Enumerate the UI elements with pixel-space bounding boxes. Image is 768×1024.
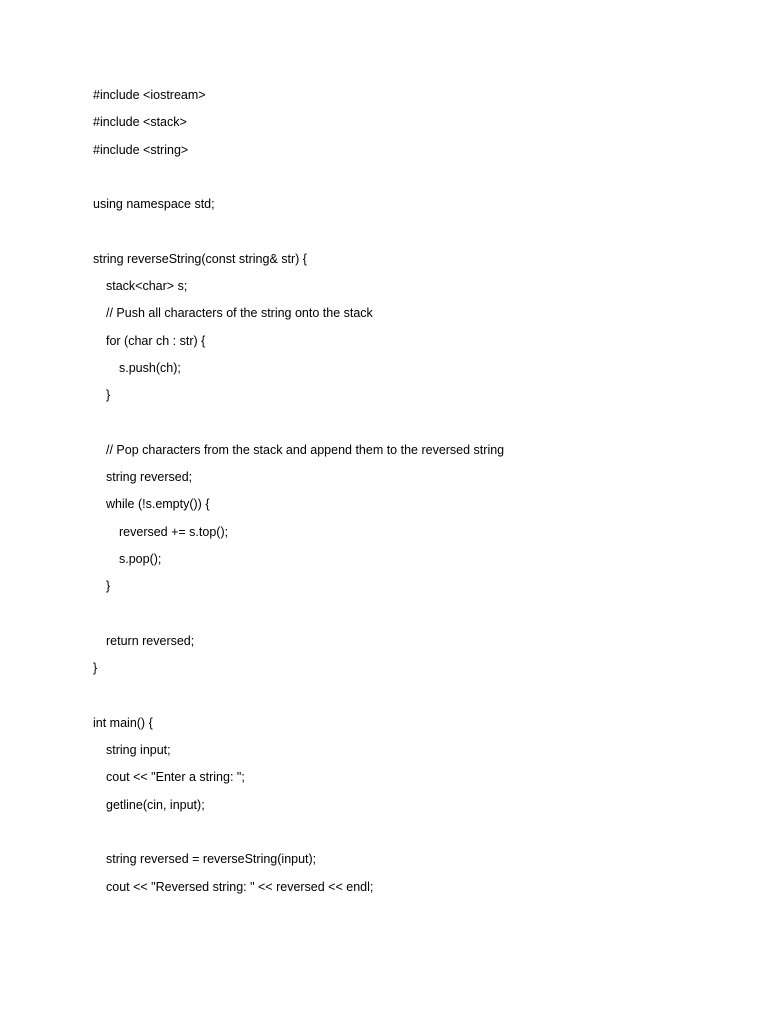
code-line: #include <string> [93, 142, 189, 157]
code-line: // Pop characters from the stack and append them to the reversed string [106, 442, 505, 457]
code-line: stack<char> s; [106, 279, 188, 294]
code-line: string reversed = reverseString(input); [106, 852, 317, 867]
code-line: } [106, 579, 111, 594]
code-line: #include <iostream> [93, 88, 206, 102]
code-line: while (!s.empty()) { [106, 497, 210, 512]
code-line: using namespace std; [93, 197, 215, 212]
blank-line [93, 819, 733, 846]
blank-line [93, 683, 733, 710]
code-line: for (char ch : str) { [106, 333, 206, 348]
blank-line [93, 410, 733, 437]
code-line: string input; [106, 743, 171, 758]
code-line: } [93, 661, 98, 676]
blank-line [93, 601, 733, 628]
code-line: reversed += s.top(); [119, 524, 229, 539]
code-line: string reversed; [106, 470, 193, 485]
code-line: s.pop(); [119, 552, 162, 567]
code-line: cout << "Reversed string: " << reversed << endl; [106, 879, 374, 894]
code-line: string reverseString(const string& str) { [93, 251, 307, 266]
code-listing [93, 82, 733, 901]
code-line: int main() { [93, 715, 153, 730]
code-line: #include <stack> [93, 115, 187, 130]
code-line: } [106, 388, 111, 403]
code-line: s.push(ch); [119, 360, 181, 375]
blank-line [93, 164, 733, 191]
code-line: cout << "Enter a string: "; [106, 770, 245, 785]
code-line: // Push all characters of the string onto the stack [106, 306, 373, 321]
blank-line [93, 218, 733, 245]
code-line: getline(cin, input); [106, 797, 205, 812]
code-line: return reversed; [106, 633, 195, 648]
